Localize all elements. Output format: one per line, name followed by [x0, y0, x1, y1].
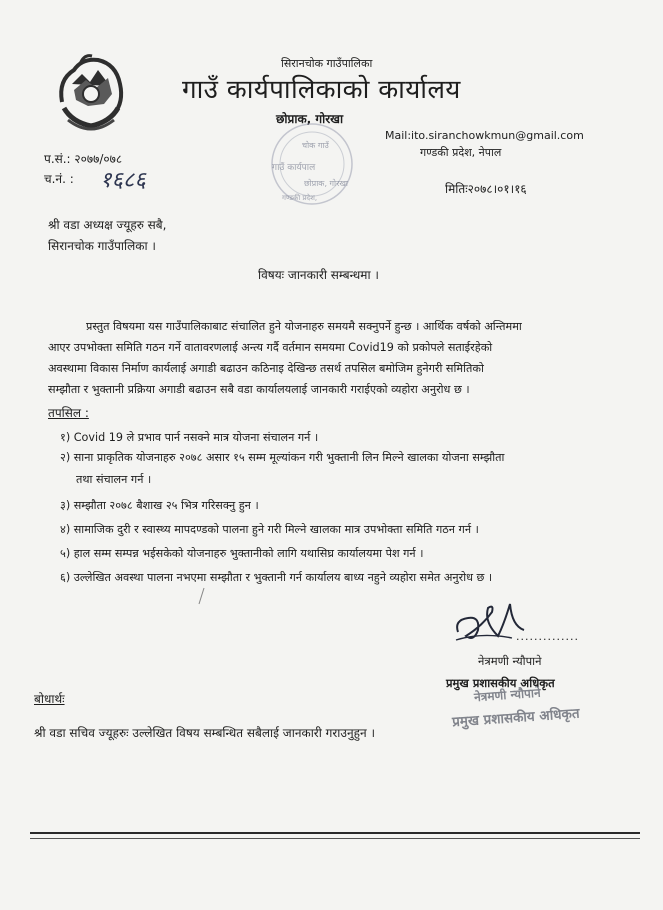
footer-rule-top [30, 832, 640, 834]
office-email[interactable]: Mail:ito.siranchowkmun@gmail.com [385, 129, 584, 142]
stamp-text-line2: गाउँ कार्यपाल [272, 163, 316, 173]
signatory-name: नेत्रमणी न्यौपाने [478, 654, 542, 668]
list-item-3: ३) सम्झौता २०७८ बैशाख २५ भित्र गरिसक्नु हुन । [60, 499, 259, 512]
page-title: गाउँ कार्यपालिकाको कार्यालय [182, 75, 461, 105]
list-item-1: १) Covid 19 ले प्रभाव पार्न नसक्ने मात्र योजना संचालन गर्न । [60, 431, 319, 444]
list-item-5: ५) हाल सम्म सम्पन्न भईसकेको योजनाहरु भुक्तानीको लागि यथासिघ्र कार्यालयमा पेश गर्न । [60, 547, 424, 560]
recipient-line2: सिरानचोक गाउँपालिका । [48, 239, 156, 253]
office-name: सिरानचोक गाउँपालिका [281, 57, 373, 70]
office-province: गण्डकी प्रदेश, नेपाल [420, 146, 502, 159]
body-line-3: अवस्थामा विकास निर्माण कार्यलाई अगाडी बढाउन कठिनाइ देखिन्छ तसर्थ तपसिल बमोजिम हुनेगरी समितिको [48, 362, 484, 375]
letter-date: मितिः२०७८।०१।१६ [445, 182, 527, 196]
stamp-text-line3: छोप्राक, गोरखा [304, 179, 348, 188]
list-item-2-cont: तथा संचालन गर्न । [76, 473, 152, 486]
stamp-text-line1: चोक गाउँ [302, 141, 329, 150]
body-line-1: प्रस्तुत विषयमा यस गाउँपालिकाबाट संचालित हुने योजनाहरु समयमै सक्नुपर्ने हुन्छ । आर्थिक वर्षको अन्तिममा [86, 320, 522, 333]
body-line-2: आएर उपभोक्ता समिति गठन गर्ने वातावरणलाई अन्त्य गर्दै वर्तमान समयमा Covid19 को प्रकोपले सताईरहेको [48, 341, 493, 354]
bodhartha-label: बोधार्थः [34, 692, 65, 706]
chalani-number: १६८६ [100, 168, 146, 193]
pen-mark [196, 586, 208, 606]
footer-rule-bottom [30, 838, 640, 839]
office-location: छोप्राक, गोरखा [276, 112, 344, 126]
signatory-designation: प्रमुख प्रशासकीय अधिकृत [446, 676, 555, 690]
name-stamp: नेत्रमणी न्यौपाने [473, 685, 542, 705]
body-line-4: सम्झौता र भुक्तानी प्रक्रिया अगाडी बढाउन सबै वडा कार्यालयलाई जानकारी गराईएको व्यहोरा अनुरोध छ । [48, 383, 470, 396]
signature-dots: .............. [516, 630, 579, 643]
tapasil-heading: तपसिल : [48, 406, 89, 420]
bodhartha-text: श्री वडा सचिव ज्यूहरुः उल्लेखित विषय सम्बन्धित सबैलाई जानकारी गराउनुहुन । [34, 726, 376, 740]
patra-sankhya: प.सं.: २०७७/०७८ [44, 152, 123, 166]
designation-stamp: प्रमुख प्रशासकीय अधिकृत [451, 705, 581, 731]
recipient-line1: श्री वडा अध्यक्ष ज्यूहरु सबै, [48, 218, 167, 232]
letter-subject: विषयः जानकारी सम्बन्धमा । [258, 268, 379, 282]
list-item-2: २) साना प्राकृतिक योजनाहरु २०७८ असार १५ सम्म मूल्यांकन गरी भुक्तानी लिन मिल्ने खालका योजना सम्झौता [60, 451, 505, 464]
list-item-6: ६) उल्लेखित अवस्था पालना नभएमा सम्झौता र भुक्तानी गर्न कार्यालय बाध्य नहुने व्यहोरा समेत अनुरोध छ । [60, 571, 493, 584]
chalani-label: च.नं. : [44, 172, 74, 186]
stamp-text-line4: गण्डकी प्रदेश, [282, 194, 318, 202]
list-item-4: ४) सामाजिक दुरी र स्वास्थ्य मापदण्डको पालना हुने गरी मिल्ने खालका मात्र उपभोक्ता समिति गठन गर्न । [60, 523, 479, 536]
nepal-emblem-logo [52, 50, 130, 134]
